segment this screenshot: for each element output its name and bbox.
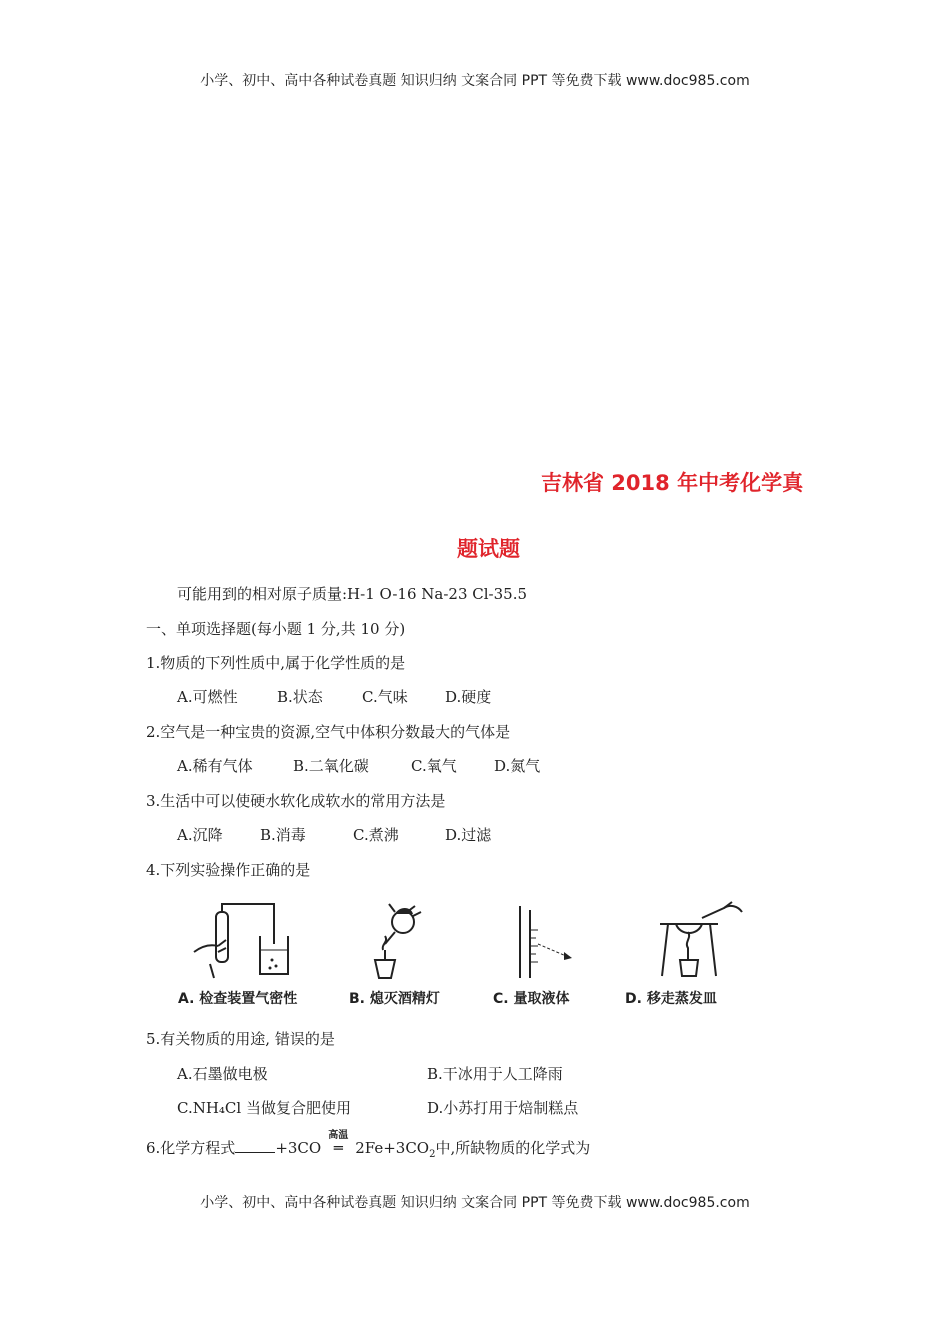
q1-option-a: A.可燃性 [177,688,238,706]
q5-option-d: D.小苏打用于焙制糕点 [427,1099,579,1117]
q6-reactant: +3CO [275,1139,322,1157]
figure-a-airtightness-check [192,900,302,980]
q5-option-b: B.干冰用于人工降雨 [427,1065,563,1083]
question-2-stem: 2.空气是一种宝贵的资源,空气中体积分数最大的气体是 [146,723,511,741]
figure-d-evaporating-dish [650,900,750,980]
title-line-1: 吉林省 2018 年中考化学真 [541,471,804,495]
q3-option-c: C.煮沸 [353,826,399,844]
question-3-stem: 3.生活中可以使硬水软化成软水的常用方法是 [146,792,446,810]
question-1-stem: 1.物质的下列性质中,属于化学性质的是 [146,654,406,672]
q6-prefix: 6.化学方程式 [146,1139,236,1157]
q3-option-a: A.沉降 [177,826,223,844]
q1-option-c: C.气味 [362,688,408,706]
caption-c: C. 量取液体 [493,991,570,1007]
q1-option-b: B.状态 [277,688,323,706]
caption-b: B. 熄灭酒精灯 [349,991,440,1007]
figure-c-measuring-cylinder [508,900,588,980]
high-temperature-label: 高温 [328,1130,349,1141]
question-6-stem [146,1130,591,1160]
q1-option-d: D.硬度 [445,688,492,706]
q2-option-d: D.氮气 [494,757,541,775]
page-footer: 小学、初中、高中各种试卷真题 知识归纳 文案合同 PPT 等免费下载 www.doc985.com [200,1195,750,1211]
question-5-stem: 5.有关物质的用途, 错误的是 [146,1030,335,1048]
q6-product: 2Fe+3CO [355,1139,430,1157]
q2-option-a: A.稀有气体 [177,757,253,775]
page-header: 小学、初中、高中各种试卷真题 知识归纳 文案合同 PPT 等免费下载 www.doc985.com [200,73,750,89]
q3-option-d: D.过滤 [445,826,492,844]
q5-option-a: A.石墨做电极 [177,1065,268,1083]
q2-option-b: B.二氧化碳 [293,757,369,775]
caption-a: A. 检查装置气密性 [178,991,298,1007]
q6-co2-subscript: 2 [429,1149,436,1160]
q6-reaction-condition: 高温 ═ [321,1139,355,1157]
q5-option-c: C.NH₄Cl 当做复合肥使用 [177,1099,351,1117]
q6-answer-blank [235,1138,275,1153]
question-4-stem: 4.下列实验操作正确的是 [146,861,311,879]
caption-d: D. 移走蒸发皿 [625,991,717,1007]
q6-suffix: 中,所缺物质的化学式为 [435,1139,591,1157]
q3-option-b: B.消毒 [260,826,306,844]
section-heading: 一、单项选择题(每小题 1 分,共 10 分) [146,620,406,638]
title-line-2: 题试题 [457,537,520,561]
figure-b-alcohol-lamp [355,900,435,980]
atomic-mass-note: 可能用到的相对原子质量:H-1 O-16 Na-23 Cl-35.5 [177,585,528,603]
q2-option-c: C.氧气 [411,757,457,775]
